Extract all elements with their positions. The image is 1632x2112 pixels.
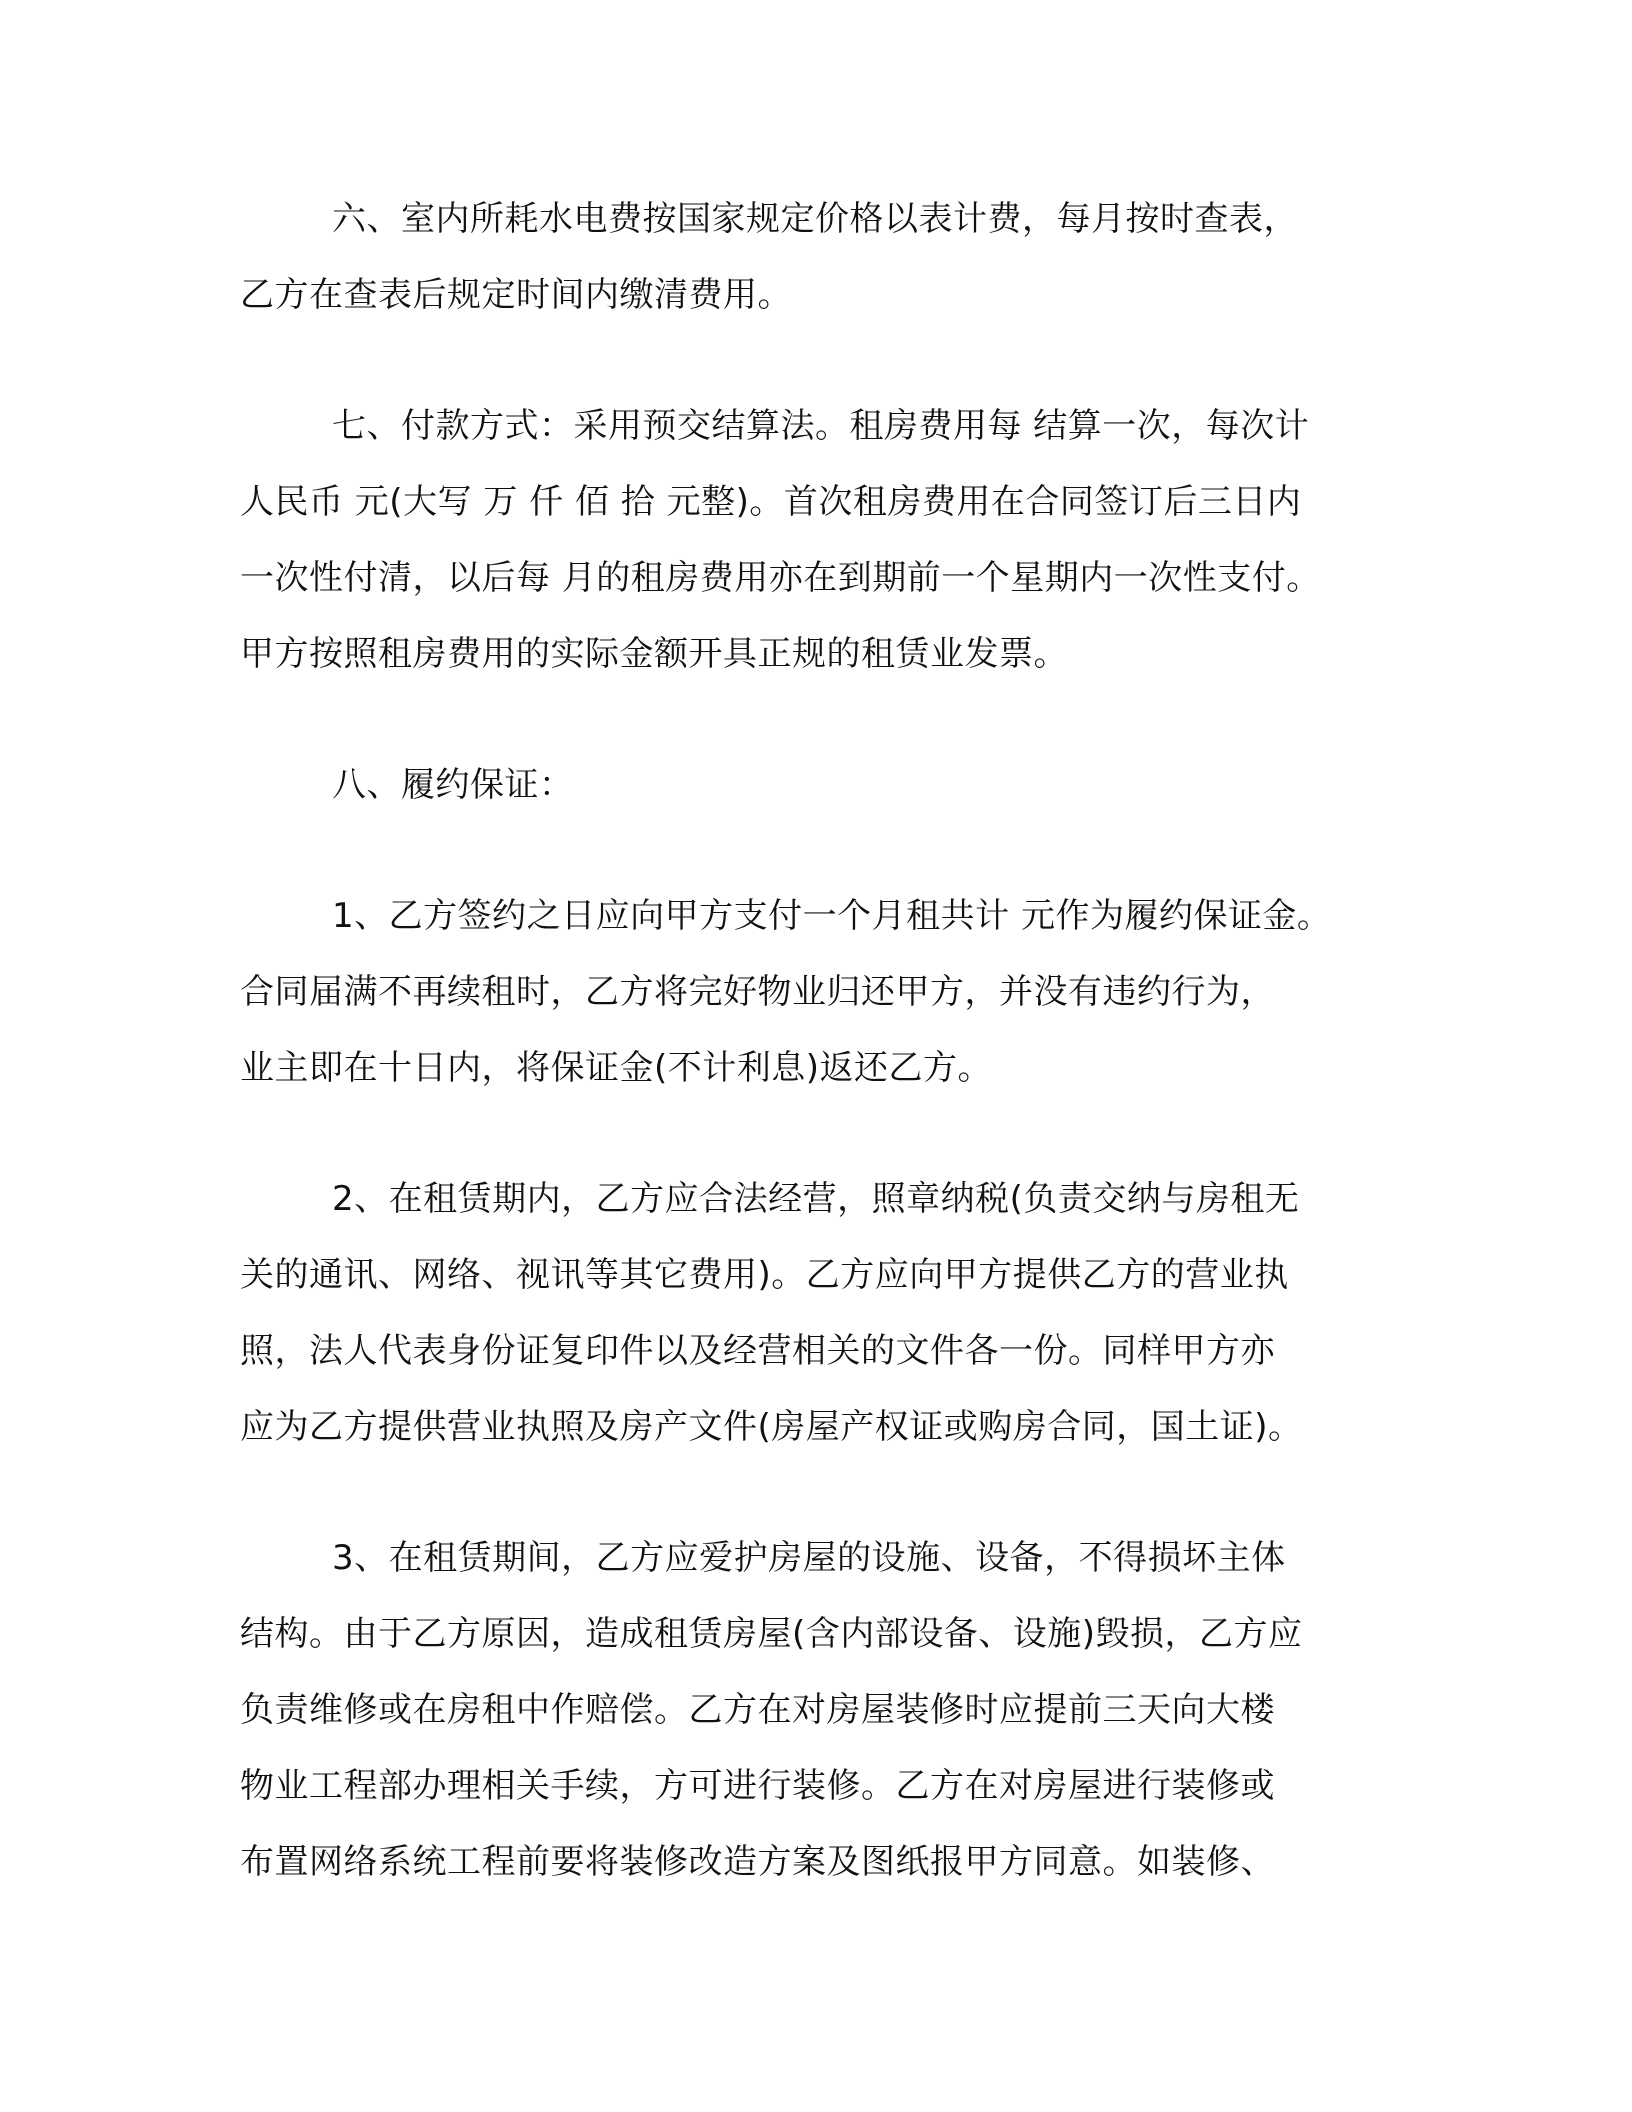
text-line: 人民币 元(大写 万 仟 佰 拾 元整)。首次租房费用在合同签订后三日内 bbox=[240, 482, 1302, 522]
text-line: 关的通讯、网络、视讯等其它费用)。乙方应向甲方提供乙方的营业执 bbox=[240, 1255, 1289, 1295]
text-line: 合同届满不再续租时，乙方将完好物业归还甲方，并没有违约行为， bbox=[240, 972, 1275, 1012]
clause-8-item-1-paragraph bbox=[240, 887, 1420, 1115]
text-line: 结构。由于乙方原因，造成租赁房屋(含内部设备、设施)毁损，乙方应 bbox=[240, 1614, 1303, 1654]
text-line: 物业工程部办理相关手续，方可进行装修。乙方在对房屋进行装修或 bbox=[240, 1766, 1275, 1806]
clause-6-paragraph bbox=[240, 190, 1420, 342]
text-line: 六、室内所耗水电费按国家规定价格以表计费，每月按时查表， bbox=[332, 199, 1298, 239]
clause-7-paragraph bbox=[240, 397, 1420, 701]
text-line: 1、乙方签约之日应向甲方支付一个月租共计 元作为履约保证金。 bbox=[332, 896, 1332, 936]
text-line: 照，法人代表身份证复印件以及经营相关的文件各一份。同样甲方亦 bbox=[240, 1331, 1275, 1371]
clause-8-heading bbox=[240, 756, 1420, 832]
clause-8-item-2-paragraph bbox=[240, 1170, 1420, 1474]
text-line: 3、在租赁期间，乙方应爱护房屋的设施、设备，不得损坏主体 bbox=[332, 1538, 1286, 1578]
clause-8-item-3-paragraph bbox=[240, 1529, 1420, 1909]
text-line: 负责维修或在房租中作赔偿。乙方在对房屋装修时应提前三天向大楼 bbox=[240, 1690, 1275, 1730]
text-line: 甲方按照租房费用的实际金额开具正规的租赁业发票。 bbox=[240, 634, 1068, 674]
text-line: 乙方在查表后规定时间内缴清费用。 bbox=[240, 275, 792, 315]
text-line: 业主即在十日内，将保证金(不计利息)返还乙方。 bbox=[240, 1048, 993, 1088]
document-body bbox=[240, 190, 1420, 1964]
text-line: 八、履约保证： bbox=[332, 765, 574, 805]
text-line: 2、在租赁期内，乙方应合法经营，照章纳税(负责交纳与房租无 bbox=[332, 1179, 1300, 1219]
text-line: 布置网络系统工程前要将装修改造方案及图纸报甲方同意。如装修、 bbox=[240, 1842, 1275, 1882]
text-line: 七、付款方式：采用预交结算法。租房费用每 结算一次，每次计 bbox=[332, 406, 1310, 446]
text-line: 应为乙方提供营业执照及房产文件(房屋产权证或购房合同，国土证)。 bbox=[240, 1407, 1303, 1447]
text-line: 一次性付清，以后每 月的租房费用亦在到期前一个星期内一次性支付。 bbox=[240, 558, 1321, 598]
